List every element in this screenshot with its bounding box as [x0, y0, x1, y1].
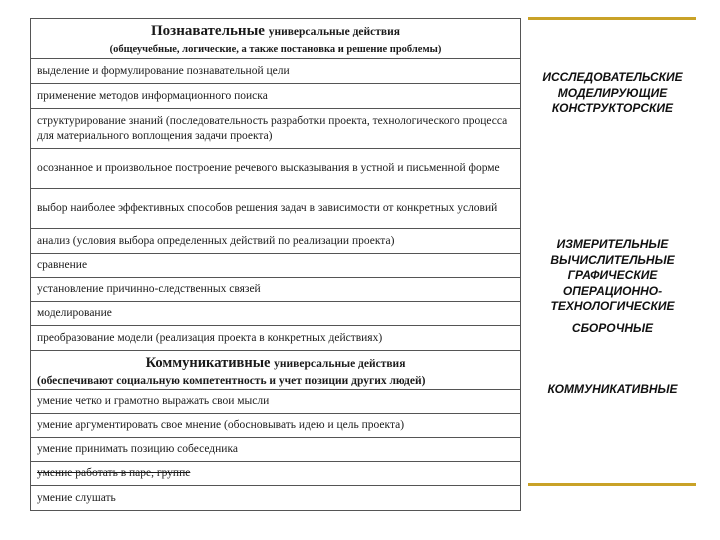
side-group-communicative: [525, 382, 700, 398]
cognitive-title: Познавательные универсальные действия: [151, 23, 400, 39]
side-label: ОПЕРАЦИОННО-ТЕХНОЛОГИЧЕСКИЕ: [550, 283, 675, 313]
table-row: сравнение: [31, 254, 520, 278]
side-label: КОММУНИКАТИВНЫЕ: [547, 382, 678, 396]
table-row: установление причинно-следственных связей: [31, 278, 520, 302]
cognitive-header: [31, 19, 520, 59]
side-label: КОНСТРУКТОРСКИЕ: [551, 101, 674, 115]
side-label: ВЫЧИСЛИТЕЛЬНЫЕ: [550, 252, 675, 267]
communicative-subtitle: (обеспечивают социальную компетентность и учет позиции других людей): [37, 375, 426, 387]
table-row: выбор наиболее эффективных способов решения задач в зависимости от конкретных условий: [31, 189, 520, 229]
table-row: применение методов информационного поиска: [31, 84, 520, 109]
cognitive-subtitle: (общеучебные, логические, а также постановка и решение проблемы): [109, 44, 442, 55]
communicative-header: [31, 351, 520, 390]
communicative-title: Коммуникативные универсальные действия: [145, 355, 406, 371]
table-row: осознанное и произвольное построение речевого высказывания в устной и письменной форме: [31, 149, 520, 189]
table-row: умение работать в паре, группе: [31, 462, 520, 486]
side-label: ИССЛЕДОВАТЕЛЬСКИЕ: [542, 70, 683, 84]
table-row: умение аргументировать свое мнение (обосновывать идею и цель проекта): [31, 414, 520, 438]
table-row: моделирование: [31, 302, 520, 326]
table-row: умение слушать: [37, 491, 116, 504]
table-row: анализ (условия выбора определенных действий по реализации проекта): [31, 229, 520, 254]
table-row: умение четко и грамотно выражать свои мысли: [31, 390, 520, 414]
side-label: МОДЕЛИРУЮЩИЕ: [557, 85, 668, 100]
side-group-measuring: [525, 237, 700, 336]
uud-table: [30, 18, 521, 511]
gold-rule-bottom: [528, 483, 696, 486]
table-row: преобразование модели (реализация проекта в конкретных действиях): [31, 326, 520, 351]
table-row: выделение и формулирование познавательной цели: [31, 59, 520, 84]
gold-rule-top: [528, 17, 696, 20]
table-row: умение принимать позицию собеседника: [31, 438, 520, 462]
side-label: СБОРОЧНЫЕ: [571, 320, 654, 335]
side-group-research: [525, 70, 700, 117]
table-row: структурирование знаний (последовательность разработки проекта, технологического процесса для материального воплощения задачи проекта): [31, 109, 520, 149]
side-label: ГРАФИЧЕСКИЕ: [567, 268, 658, 282]
side-label: ИЗМЕРИТЕЛЬНЫЕ: [556, 237, 669, 251]
